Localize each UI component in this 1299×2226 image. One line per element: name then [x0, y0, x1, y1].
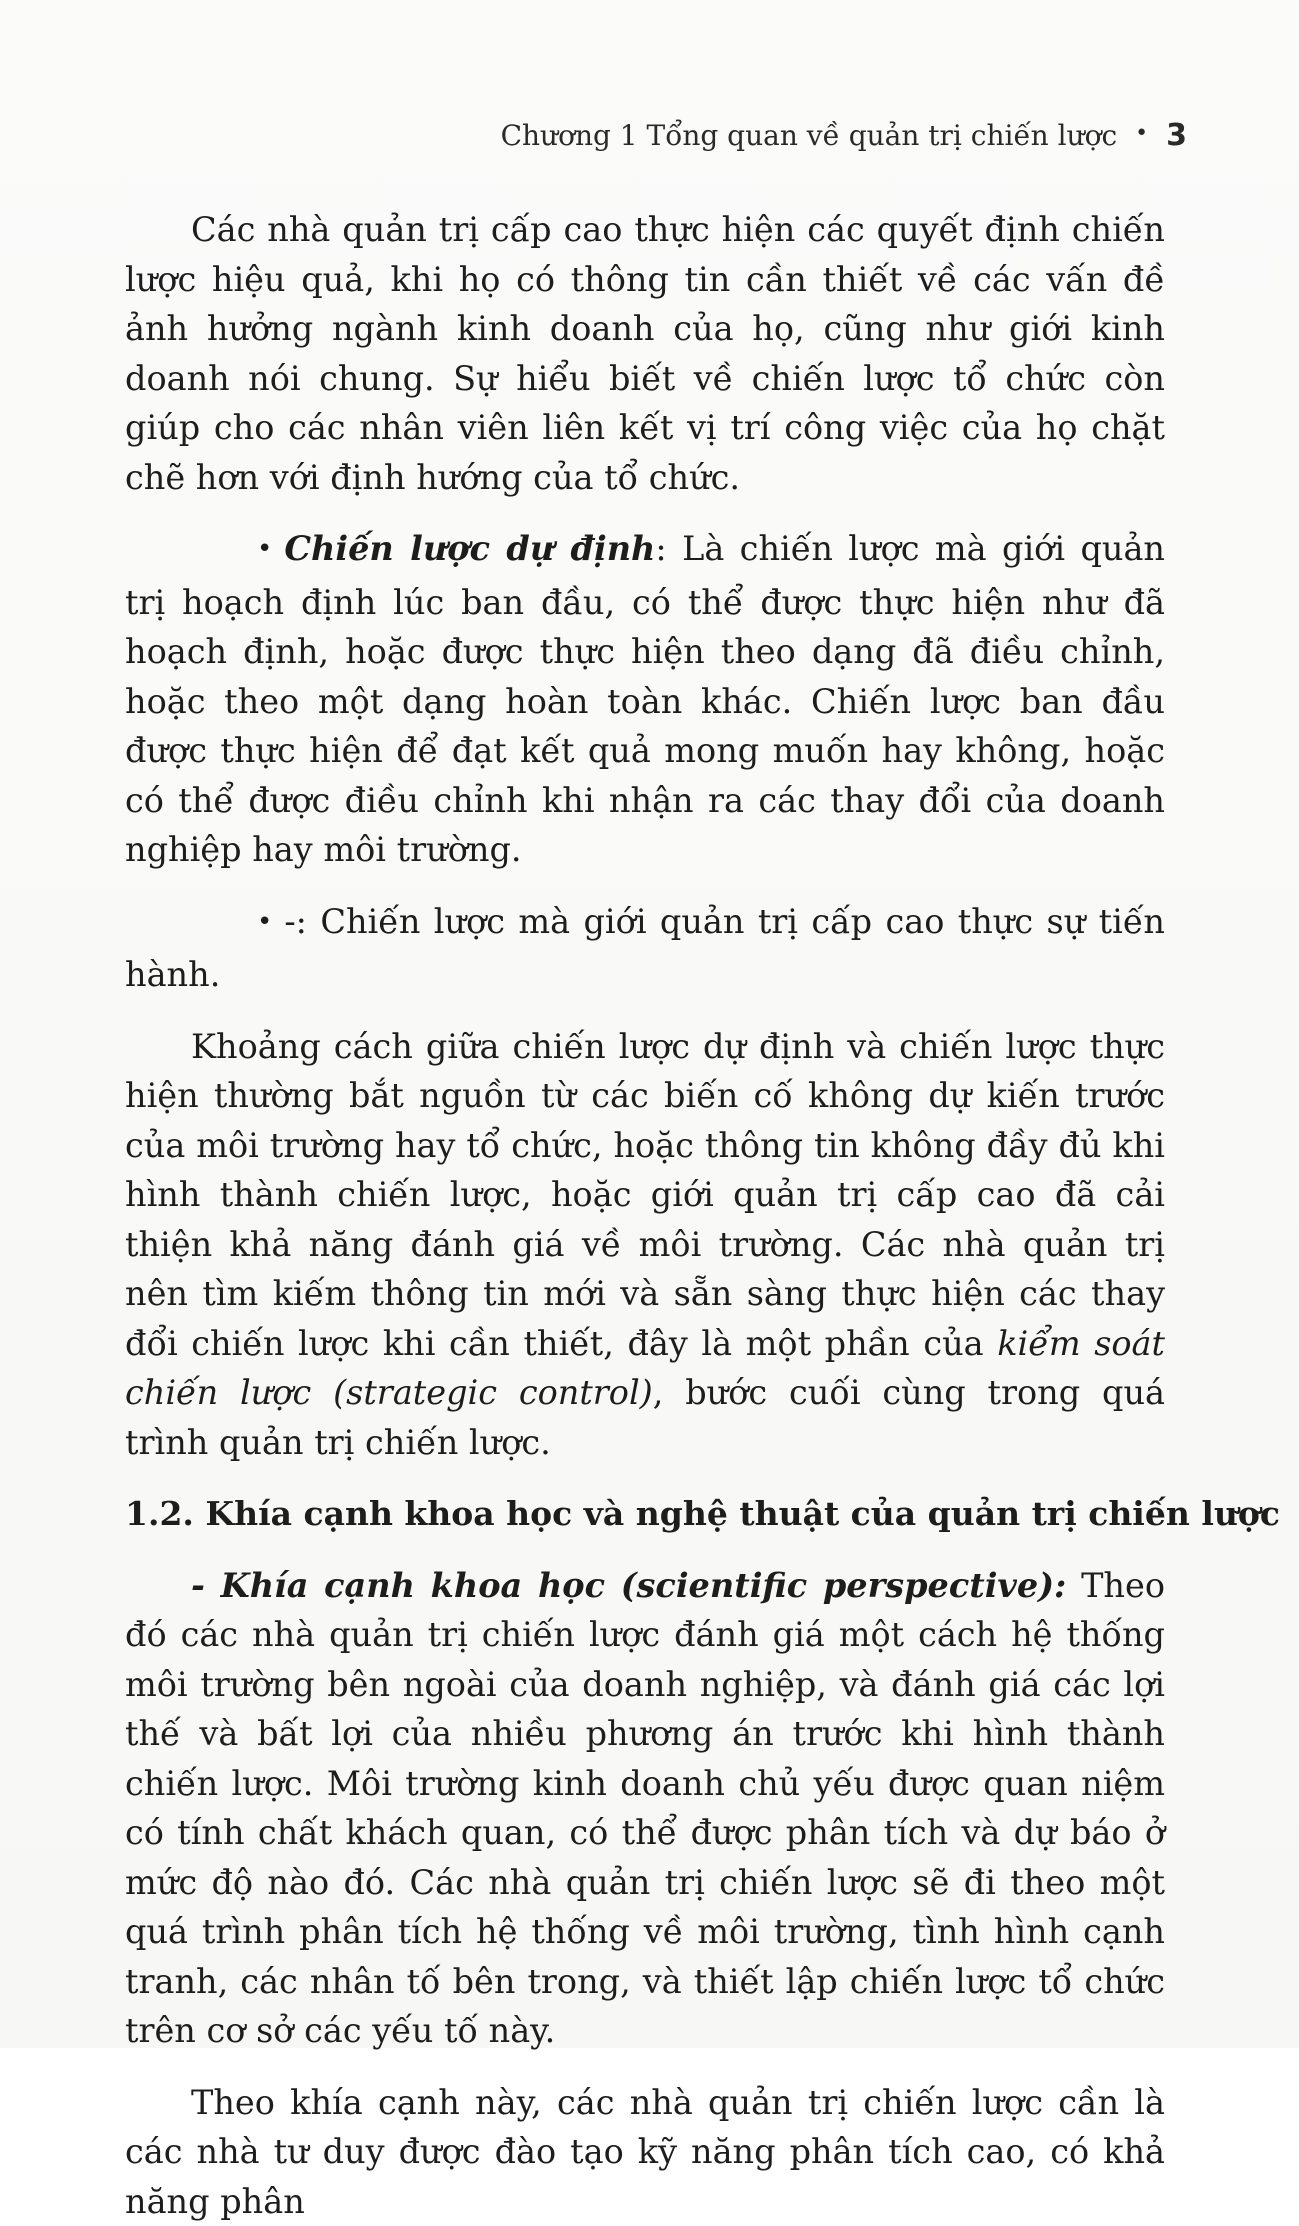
paragraph-4-text: Theo đó các nhà quản trị chiến lược đánh giá một cách hệ thống môi trường bên ngoài của doanh nghiệp, và đánh giá các lợi thế và bất lợi của nhiều phương án trước khi hình thành chiến lược. Môi trường kinh doanh chủ yếu được quan niệm có tính chất khách quan, có thể được phân tích và dự báo ở mức độ nào đó. Các nhà quản trị chiến lược sẽ đi theo một quá trình phân tích hệ thống về môi trường, tình hình cạnh tranh, các nhân tố bên trong, và thiết lập chiến lược tổ chức trên cơ sở các yếu tố này. [125, 1566, 1165, 2051]
paragraph-5: Theo khía cạnh này, các nhà quản trị chiến lược cần là các nhà tư duy được đào tạo kỹ năng phân tích cao, có khả năng phân [125, 2078, 1165, 2226]
paragraph-3 [125, 1022, 1165, 1468]
section-heading: 1.2. Khía cạnh khoa học và nghệ thuật của quản trị chiến lược [125, 1489, 1165, 1539]
paragraph-3-text-a: Khoảng cách giữa chiến lược dự định và chiến lược thực hiện thường bắt nguồn từ các biến cố không dự kiến trước của môi trường hay tổ chức, hoặc thông tin không đầy đủ khi hình thành chiến lược, hoặc giới quản trị cấp cao đã cải thiện khả năng đánh giá về môi trường. Các nhà quản trị nên tìm kiếm thông tin mới và sẵn sàng thực hiện các thay đổi chiến lược khi cần thiết, đây là một phần của [125, 1027, 1165, 1363]
paragraph-3-italic: kiểm soát chiến lược (strategic control) [125, 1324, 1165, 1413]
bullet-realized-strategy [125, 897, 1165, 1000]
bullet-1-text: : Là chiến lược mà giới quản trị hoạch định lúc ban đầu, có thể được thực hiện như đã hoạch định, hoặc được thực hiện theo dạng đã điều chỉnh, hoặc theo một dạng hoàn toàn khác. Chiến lược ban đầu được thực hiện để đạt kết quả mong muốn hay không, hoặc có thể được điều chỉnh khi nhận ra các thay đổi của doanh nghiệp hay môi trường. [125, 529, 1165, 869]
bullet-icon: • [191, 525, 272, 575]
bullet-icon: • [191, 898, 272, 948]
bullet-2-text: -: Chiến lược mà giới quản trị cấp cao thực sự tiến hành. [125, 902, 1165, 995]
paragraph-1: Các nhà quản trị cấp cao thực hiện các quyết định chiến lược hiệu quả, khi họ có thông tin cần thiết về các vấn đề ảnh hưởng ngành kinh doanh của họ, cũng như giới kinh doanh nói chung. Sự hiểu biết về chiến lược tổ chức còn giúp cho các nhân viên liên kết vị trí công việc của họ chặt chẽ hơn với định hướng của tổ chức. [125, 205, 1165, 502]
body-text [125, 205, 1165, 2226]
paragraph-4-term: - Khía cạnh khoa học (scientific perspective): [191, 1566, 1066, 1605]
bullet-intended-strategy [125, 524, 1165, 875]
chapter-title: Chương 1 Tổng quan về quản trị chiến lược [501, 119, 1118, 152]
running-head [501, 118, 1187, 153]
paragraph-3-text-b: , bước cuối cùng trong quá trình quản trị chiến lược. [125, 1373, 1165, 1462]
separator-dot: • [1135, 121, 1148, 146]
bullet-1-term: Chiến lược dự định [284, 529, 655, 568]
paragraph-4 [125, 1561, 1165, 2056]
page-number: 3 [1166, 118, 1187, 153]
